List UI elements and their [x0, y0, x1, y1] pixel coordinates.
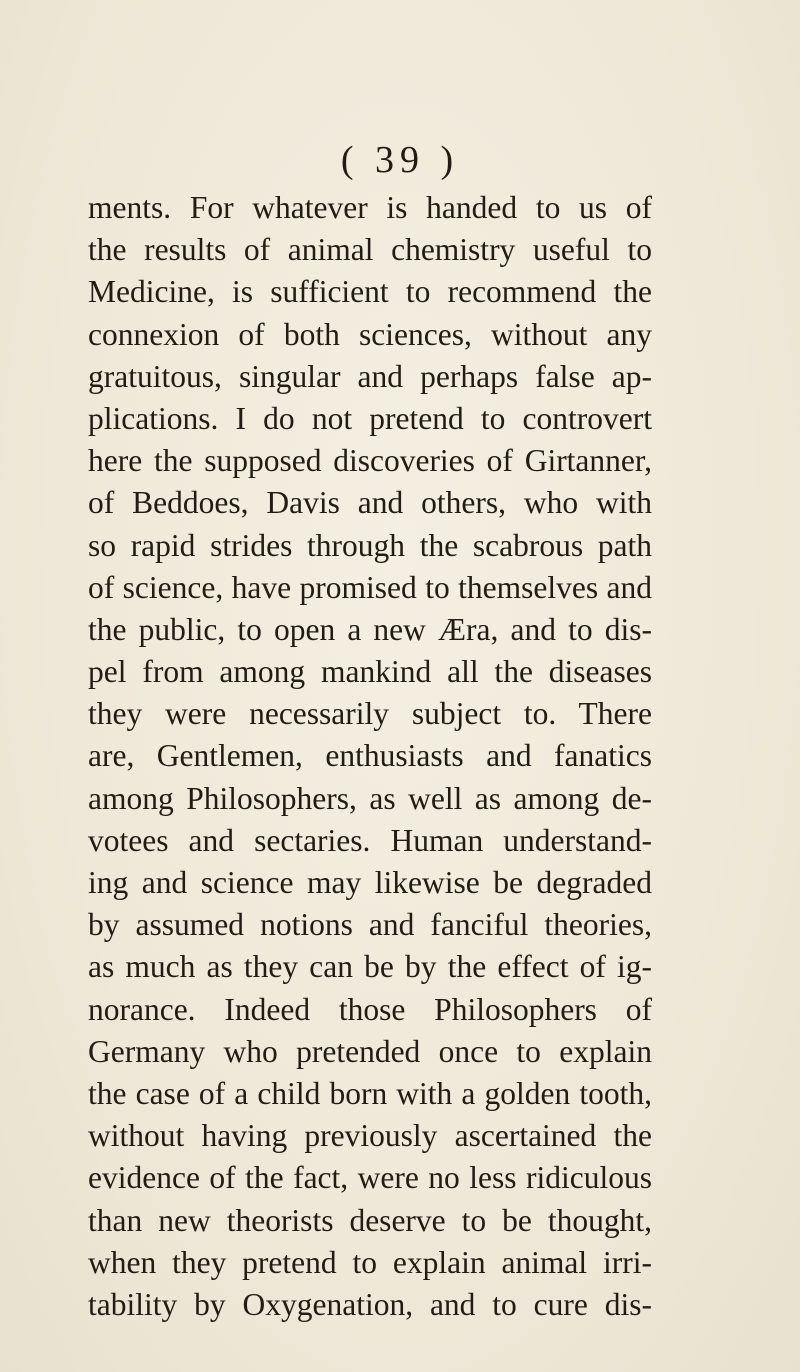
- text-line: gratuitous, singular and perhaps false ap-: [88, 358, 652, 394]
- text-line: so rapid strides through the scabrous path: [88, 527, 652, 563]
- text-line: are, Gentlemen, enthusiasts and fanatics: [88, 738, 652, 774]
- text-line: tability by Oxygenation, and to cure dis-: [88, 1286, 652, 1322]
- text-line: here the supposed discoveries of Girtanner,: [88, 443, 652, 479]
- text-line: of science, have promised to themselves and: [88, 569, 652, 605]
- text-line: as much as they can be by the effect of ig-: [88, 949, 652, 985]
- text-line: when they pretend to explain animal irri-: [88, 1244, 652, 1280]
- text-line: norance. Indeed those Philosophers of: [88, 991, 652, 1027]
- text-line: ing and science may likewise be degraded: [88, 865, 652, 900]
- text-line: Medicine, is sufficient to recommend the: [88, 274, 652, 310]
- page-number: ( 39 ): [340, 139, 460, 181]
- text-line: the results of animal chemistry useful to: [88, 232, 652, 268]
- text-line: the case of a child born with a golden tooth,: [88, 1075, 652, 1111]
- text-line: of Beddoes, Davis and others, who with: [88, 485, 652, 521]
- text-line: evidence of the fact, were no less ridiculous: [88, 1160, 652, 1196]
- text-line: ments. For whatever is handed to us of: [88, 190, 652, 225]
- text-line: pel from among mankind all the diseases: [88, 654, 652, 690]
- text-line: votees and sectaries. Human understand-: [88, 822, 652, 858]
- text-line: Germany who pretended once to explain: [88, 1033, 652, 1069]
- text-line: plications. I do not pretend to controvert: [88, 400, 652, 436]
- body-text: [88, 187, 652, 1326]
- text-line: without having previously ascertained the: [88, 1118, 652, 1154]
- text-line: connexion of both sciences, without any: [88, 316, 652, 352]
- text-line: among Philosophers, as well as among de-: [88, 780, 652, 816]
- text-line: by assumed notions and fanciful theories,: [88, 907, 652, 943]
- text-line: the public, to open a new Æra, and to dis-: [88, 611, 652, 647]
- text-line: than new theorists deserve to be thought,: [88, 1202, 652, 1238]
- text-line: they were necessarily subject to. There: [88, 696, 652, 732]
